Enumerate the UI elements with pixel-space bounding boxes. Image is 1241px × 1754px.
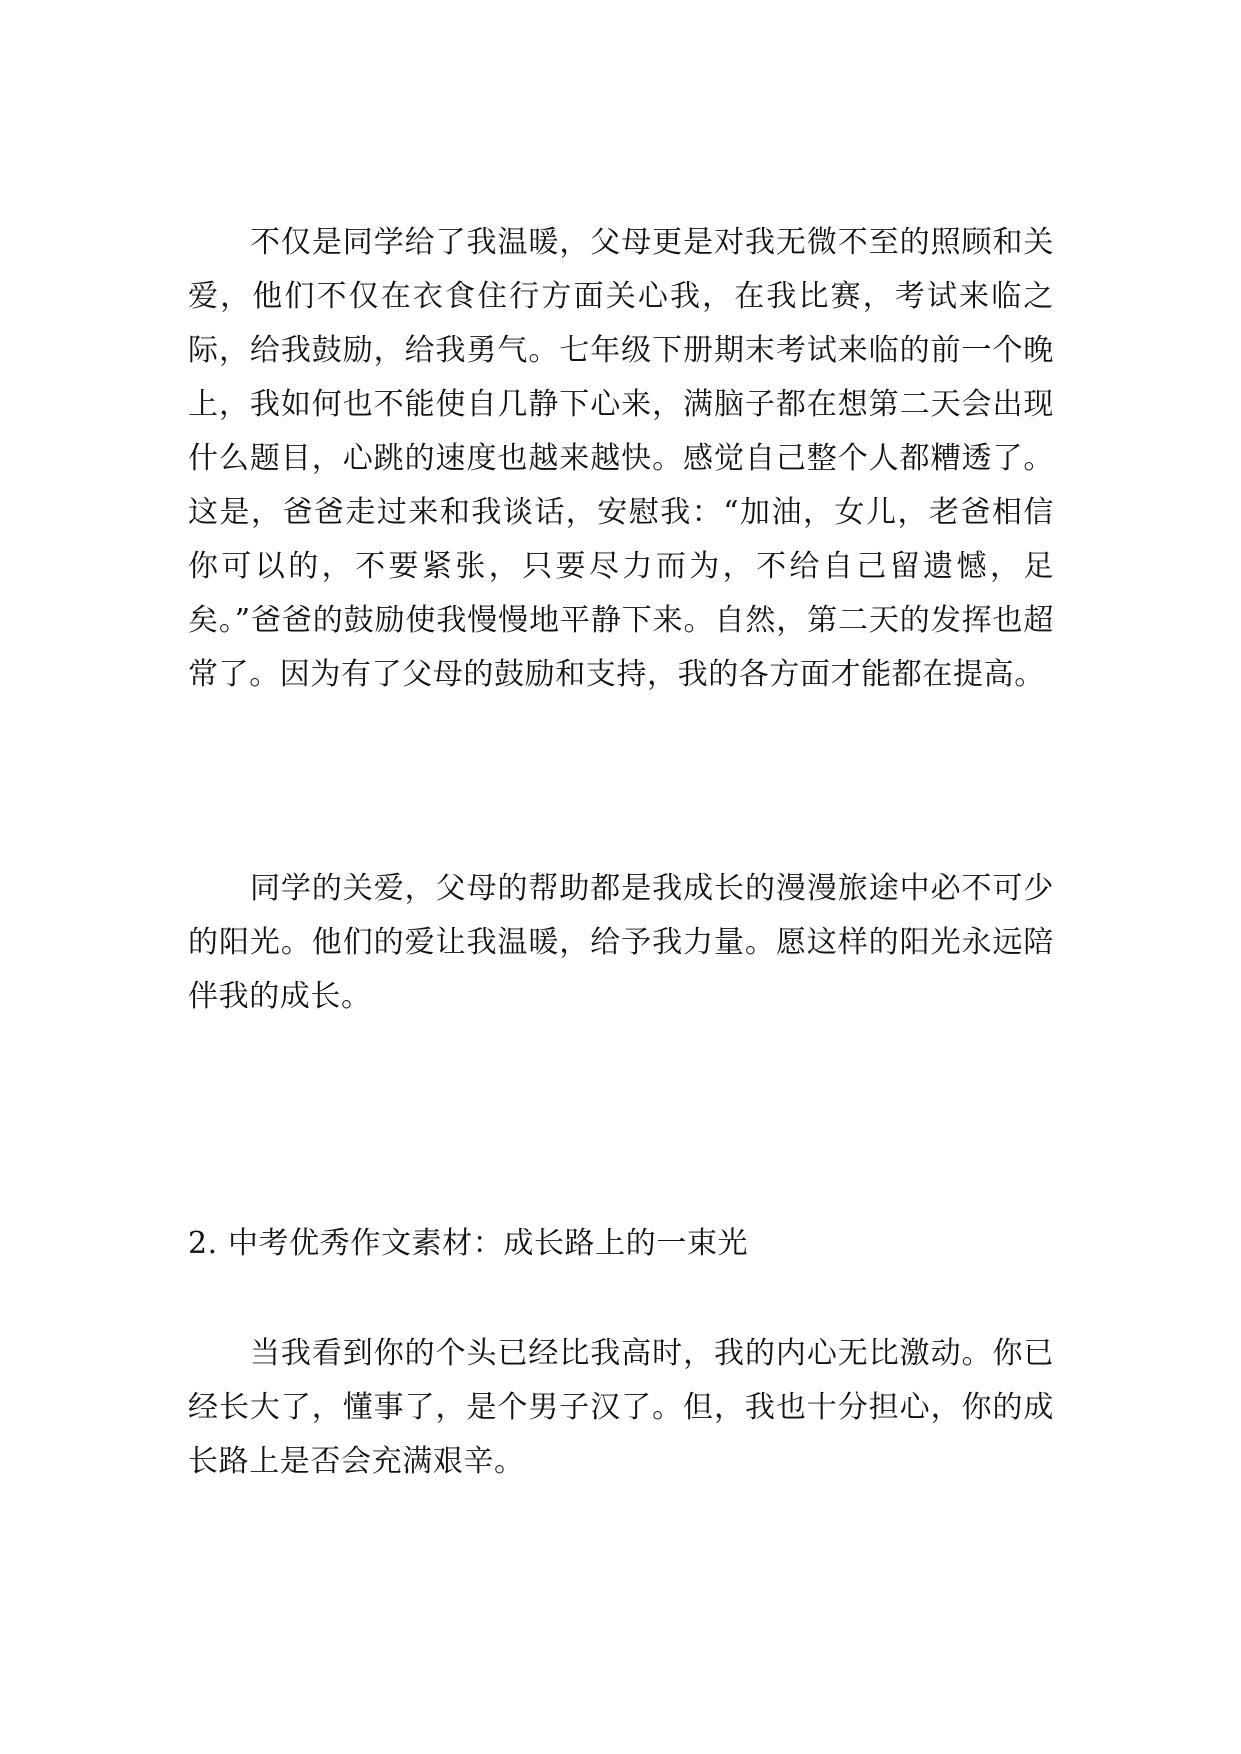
body-paragraph-3: 当我看到你的个头已经比我高时，我的内心无比激动。你已经长大了，懂事了，是个男子汉了。但，我也十分担心，你的成长路上是否会充满艰辛。	[188, 1336, 1054, 1479]
body-paragraph-2: 同学的关爱，父母的帮助都是我成长的漫漫旅途中必不可少的阳光。他们的爱让我温暖，给予我力量。愿这样的阳光永远陪伴我的成长。	[188, 871, 1054, 1014]
body-paragraph-1: 不仅是同学给了我温暖，父母更是对我无微不至的照顾和关爱，他们不仅在衣食住行方面关心我，在我比赛，考试来临之际，给我鼓励，给我勇气。七年级下册期末考试来临的前一个晚上，我如何也不能使自几静下心来，满脑子都在想第二天会出现什么题目，心跳的速度也越来越快。感觉自己整个人都糟透了。这是，爸爸走过来和我谈话，安慰我：“加油，女儿，老爸相信你可以的，不要紧张，只要尽力而为，不给自己留遗憾，足矣。”爸爸的鼓励使我慢慢地平静下来。自然，第二天的发挥也超常了。因为有了父母的鼓励和支持，我的各方面才能都在提高。	[188, 225, 1054, 692]
section-heading: 2. 中考优秀作文素材：成长路上的一束光	[188, 1226, 749, 1261]
